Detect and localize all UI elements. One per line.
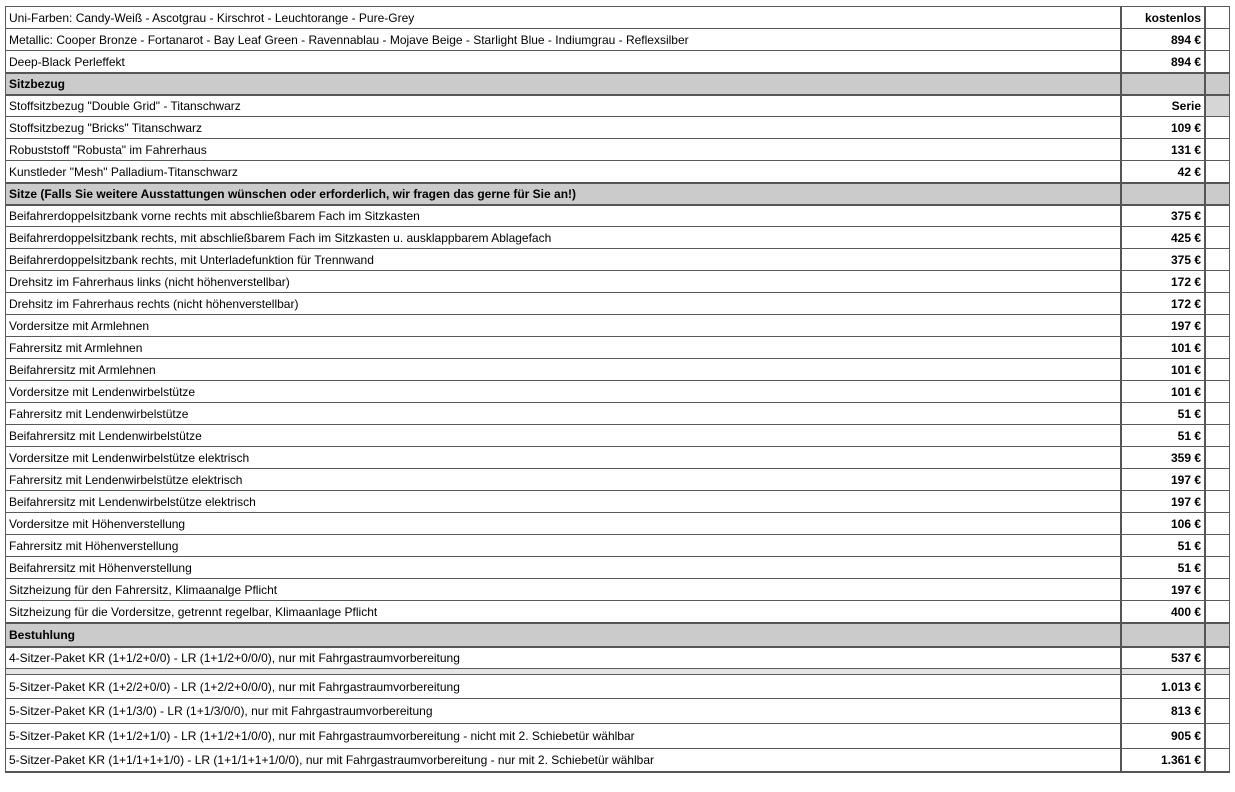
item-label: 5-Sitzer-Paket KR (1+2/2+0/0) - LR (1+2/2+0/0/0), nur mit Fahrgastraumvorbereitung xyxy=(9,679,460,694)
item-label: Robuststoff "Robusta" im Fahrerhaus xyxy=(9,142,207,157)
section-header-row xyxy=(6,622,1229,646)
table-row xyxy=(6,226,1229,248)
item-label: Vordersitze mit Höhenverstellung xyxy=(9,516,186,531)
item-label: Beifahrerdoppelsitzbank vorne rechts mit abschließbarem Fach im Sitzkasten xyxy=(9,209,420,223)
item-price: 131 € xyxy=(1120,139,1204,160)
item-price: 359 € xyxy=(1120,447,1204,468)
item-label: Beifahrerdoppelsitzbank rechts, mit Unterladefunktion für Trennwand xyxy=(9,252,374,267)
selection-cell xyxy=(1204,117,1229,138)
table-row xyxy=(6,6,1229,28)
table-row xyxy=(6,402,1229,424)
selection-cell xyxy=(1204,579,1229,600)
item-label: Fahrersitz mit Höhenverstellung xyxy=(9,538,179,553)
table-row xyxy=(6,556,1229,578)
table-row xyxy=(6,468,1229,490)
item-label: Fahrersitz mit Lendenwirbelstütze xyxy=(9,406,189,421)
selection-cell xyxy=(1204,184,1229,204)
item-label: Sitzheizung für die Vordersitze, getrennt regelbar, Klimaanlage Pflicht xyxy=(9,604,378,619)
selection-cell xyxy=(1204,51,1229,72)
item-price: 51 € xyxy=(1120,557,1204,578)
item-price: 197 € xyxy=(1120,579,1204,600)
item-price: 106 € xyxy=(1120,513,1204,534)
item-price: 1.013 € xyxy=(1120,675,1204,698)
table-row xyxy=(6,674,1229,698)
selection-cell xyxy=(1204,699,1229,723)
selection-cell xyxy=(1204,359,1229,380)
table-row xyxy=(6,50,1229,72)
selection-cell xyxy=(1204,425,1229,446)
item-price: 813 € xyxy=(1120,699,1204,723)
item-label: Stoffsitzbezug "Double Grid" - Titanschwarz xyxy=(9,99,241,113)
item-price: 375 € xyxy=(1120,249,1204,270)
item-price: 172 € xyxy=(1120,271,1204,292)
table-row xyxy=(6,116,1229,138)
item-label: 5-Sitzer-Paket KR (1+1/2+1/0) - LR (1+1/2+1/0/0), nur mit Fahrgastraumvorbereitung - nicht mit 2. Schiebetür wählbar xyxy=(9,729,635,743)
table-row xyxy=(6,204,1229,226)
item-label: Vordersitze mit Lendenwirbelstütze xyxy=(9,384,196,399)
table-row xyxy=(6,160,1229,182)
table-row xyxy=(6,490,1229,512)
selection-cell xyxy=(1204,513,1229,534)
item-price: 197 € xyxy=(1120,469,1204,490)
table-row xyxy=(6,512,1229,534)
item-price: 894 € xyxy=(1120,51,1204,72)
item-label: 5-Sitzer-Paket KR (1+1/1+1+1/0) - LR (1+1/1+1+1/0/0), nur mit Fahrgastraumvorbereitung - nur mit 2. Schiebetür wählbar xyxy=(9,753,654,767)
selection-cell xyxy=(1204,139,1229,160)
selection-cell xyxy=(1204,624,1229,646)
table-row xyxy=(6,748,1229,773)
item-label: Metallic: Cooper Bronze - Fortanarot - Bay Leaf Green - Ravennablau - Mojave Beige - Starlight Blue - Indiumgrau - Reflexsilber xyxy=(9,32,689,47)
selection-cell xyxy=(1204,96,1229,116)
selection-cell xyxy=(1204,381,1229,402)
item-price: 1.361 € xyxy=(1120,749,1204,771)
item-label: Deep-Black Perleffekt xyxy=(9,54,125,69)
selection-cell xyxy=(1204,29,1229,50)
selection-cell xyxy=(1204,7,1229,28)
table-row xyxy=(6,314,1229,336)
selection-cell xyxy=(1204,161,1229,182)
item-price: 375 € xyxy=(1120,206,1204,226)
selection-cell xyxy=(1204,337,1229,358)
item-label: Vordersitze mit Armlehnen xyxy=(9,318,150,333)
item-price: 101 € xyxy=(1120,337,1204,358)
selection-cell xyxy=(1204,206,1229,226)
selection-cell xyxy=(1204,469,1229,490)
item-price: 42 € xyxy=(1120,161,1204,182)
table-row xyxy=(6,698,1229,723)
table-row xyxy=(6,424,1229,446)
item-price xyxy=(1120,74,1204,94)
item-price: 51 € xyxy=(1120,403,1204,424)
table-row xyxy=(6,138,1229,160)
section-title: Bestuhlung xyxy=(9,628,75,642)
table-row xyxy=(6,248,1229,270)
table-row xyxy=(6,723,1229,748)
table-row xyxy=(6,646,1229,668)
selection-cell xyxy=(1204,249,1229,270)
item-label: Vordersitze mit Lendenwirbelstütze elektrisch xyxy=(9,450,250,465)
selection-cell xyxy=(1204,648,1229,668)
item-label: 4-Sitzer-Paket KR (1+1/2+0/0) - LR (1+1/2+0/0/0), nur mit Fahrgastraumvorbereitung xyxy=(9,651,460,665)
item-label: Beifahrersitz mit Lendenwirbelstütze xyxy=(9,428,202,443)
item-price: 109 € xyxy=(1120,117,1204,138)
table-row xyxy=(6,600,1229,622)
section-header-row xyxy=(6,72,1229,94)
item-price: 197 € xyxy=(1120,315,1204,336)
item-label: Beifahrerdoppelsitzbank rechts, mit abschließbarem Fach im Sitzkasten u. ausklappbarem Ablagefach xyxy=(9,230,552,245)
price-table xyxy=(5,6,1230,773)
item-label: Fahrersitz mit Lendenwirbelstütze elektrisch xyxy=(9,472,243,487)
selection-cell xyxy=(1204,724,1229,748)
selection-cell xyxy=(1204,601,1229,622)
table-row xyxy=(6,270,1229,292)
item-price: 400 € xyxy=(1120,601,1204,622)
selection-cell xyxy=(1204,675,1229,698)
selection-cell xyxy=(1204,557,1229,578)
selection-cell xyxy=(1204,491,1229,512)
item-price: 101 € xyxy=(1120,359,1204,380)
item-price: 197 € xyxy=(1120,491,1204,512)
item-price: 894 € xyxy=(1120,29,1204,50)
section-title: Sitzbezug xyxy=(9,77,65,91)
item-label: Sitzheizung für den Fahrersitz, Klimaanalge Pflicht xyxy=(9,582,278,597)
selection-cell xyxy=(1204,315,1229,336)
item-price xyxy=(1120,184,1204,204)
table-row xyxy=(6,358,1229,380)
item-label: Stoffsitzbezug "Bricks" Titanschwarz xyxy=(9,120,203,135)
section-title: Sitze (Falls Sie weitere Ausstattungen wünschen oder erforderlich, wir fragen das gerne für Sie an!) xyxy=(9,187,577,201)
table-row xyxy=(6,578,1229,600)
table-row xyxy=(6,446,1229,468)
item-label: 5-Sitzer-Paket KR (1+1/3/0) - LR (1+1/3/0/0), nur mit Fahrgastraumvorbereitung xyxy=(9,704,433,718)
selection-cell xyxy=(1204,535,1229,556)
selection-cell xyxy=(1204,227,1229,248)
table-row xyxy=(6,336,1229,358)
section-header-row xyxy=(6,182,1229,204)
selection-cell xyxy=(1204,74,1229,94)
item-price: 905 € xyxy=(1120,724,1204,748)
item-label: Beifahrersitz mit Höhenverstellung xyxy=(9,560,192,575)
table-row xyxy=(6,94,1229,116)
selection-cell xyxy=(1204,403,1229,424)
table-row xyxy=(6,380,1229,402)
item-price: Serie xyxy=(1120,96,1204,116)
table-row xyxy=(6,28,1229,50)
separator-row xyxy=(6,668,1229,674)
item-label: Fahrersitz mit Armlehnen xyxy=(9,340,143,355)
item-price: 172 € xyxy=(1120,293,1204,314)
item-label: Drehsitz im Fahrerhaus links (nicht höhenverstellbar) xyxy=(9,274,290,289)
selection-cell xyxy=(1204,749,1229,771)
item-price: kostenlos xyxy=(1120,7,1204,28)
item-price xyxy=(1120,624,1204,646)
table-row xyxy=(6,534,1229,556)
item-price: 51 € xyxy=(1120,535,1204,556)
item-price: 537 € xyxy=(1120,648,1204,668)
item-label: Drehsitz im Fahrerhaus rechts (nicht höhenverstellbar) xyxy=(9,296,299,311)
item-price: 51 € xyxy=(1120,425,1204,446)
selection-cell xyxy=(1204,447,1229,468)
item-label: Beifahrersitz mit Armlehnen xyxy=(9,362,156,377)
item-price: 425 € xyxy=(1120,227,1204,248)
selection-cell xyxy=(1204,293,1229,314)
item-price: 101 € xyxy=(1120,381,1204,402)
table-row xyxy=(6,292,1229,314)
item-label: Beifahrersitz mit Lendenwirbelstütze elektrisch xyxy=(9,494,256,509)
item-label: Kunstleder "Mesh" Palladium-Titanschwarz xyxy=(9,164,238,179)
selection-cell xyxy=(1204,271,1229,292)
item-label: Uni-Farben: Candy-Weiß - Ascotgrau - Kirschrot - Leuchtorange - Pure-Grey xyxy=(9,10,415,25)
